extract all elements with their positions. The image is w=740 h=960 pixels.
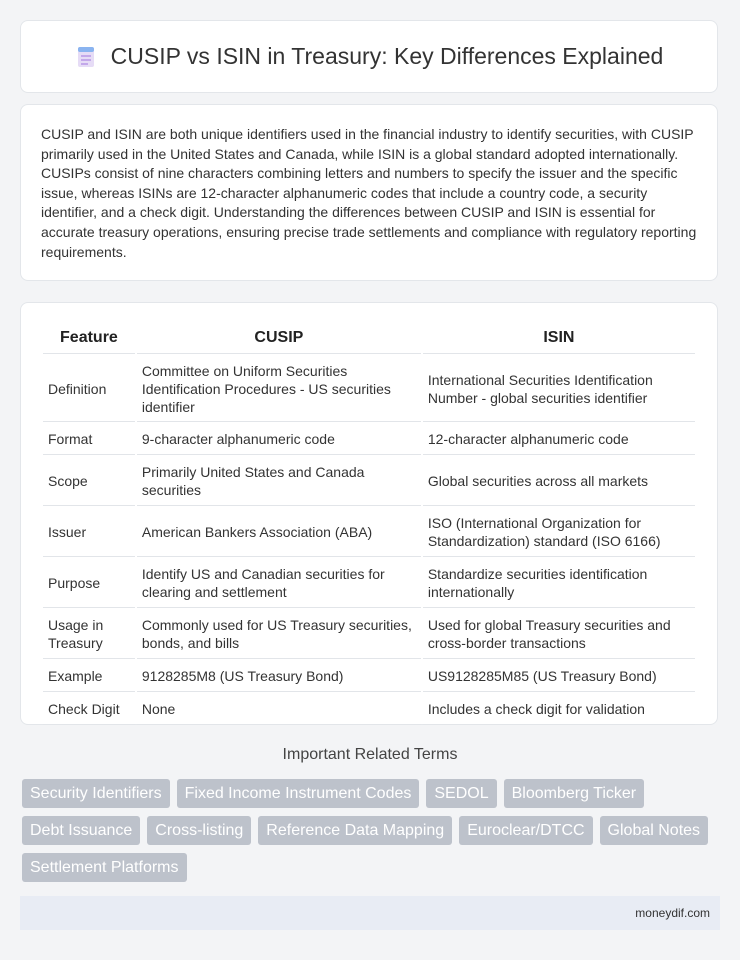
feature-cell: Format [43,424,135,455]
related-term-tag[interactable]: Global Notes [600,816,709,845]
column-header: CUSIP [137,323,421,354]
table-row [43,661,695,692]
isin-cell: Includes a check digit for validation [423,694,695,725]
related-term-tag[interactable]: Cross-listing [147,816,251,845]
header-card [20,20,718,93]
feature-cell: Example [43,661,135,692]
intro-card [20,104,718,281]
feature-cell: Scope [43,457,135,506]
feature-cell: Usage in Treasury [43,610,135,659]
isin-cell: International Securities Identification Number - global securities identifier [423,356,695,422]
cusip-cell: 9-character alphanumeric code [137,424,421,455]
related-terms-title: Important Related Terms [282,746,458,763]
table-row [43,610,695,659]
page-title: CUSIP vs ISIN in Treasury: Key Differences Explained [110,43,664,69]
related-term-tag[interactable]: Debt Issuance [22,816,140,845]
document-icon [75,45,97,69]
isin-cell: Standardize securities identification internationally [423,559,695,608]
comparison-table-card [20,302,718,725]
isin-cell: Global securities across all markets [423,457,695,506]
comparison-table [41,321,697,727]
cusip-cell: Identify US and Canadian securities for clearing and settlement [137,559,421,608]
column-header: ISIN [423,323,695,354]
table-row [43,508,695,557]
cusip-cell: American Bankers Association (ABA) [137,508,421,557]
related-term-tag[interactable]: Fixed Income Instrument Codes [177,779,420,808]
footer-site: moneydif.com [635,906,710,920]
table-row [43,424,695,455]
related-term-tag[interactable]: Reference Data Mapping [258,816,452,845]
feature-cell: Purpose [43,559,135,608]
cusip-cell: 9128285M8 (US Treasury Bond) [137,661,421,692]
isin-cell: US9128285M85 (US Treasury Bond) [423,661,695,692]
related-term-tag[interactable]: Settlement Platforms [22,853,187,882]
footer [20,896,720,930]
table-row [43,559,695,608]
isin-cell: ISO (International Organization for Standardization) standard (ISO 6166) [423,508,695,557]
cusip-cell: Committee on Uniform Securities Identification Procedures - US securities identifier [137,356,421,422]
related-term-tag[interactable]: Security Identifiers [22,779,170,808]
isin-cell: Used for global Treasury securities and cross-border transactions [423,610,695,659]
table-row [43,457,695,506]
table-row [43,694,695,725]
feature-cell: Check Digit [43,694,135,725]
isin-cell: 12-character alphanumeric code [423,424,695,455]
table-header-row [43,323,695,354]
intro-paragraph: CUSIP and ISIN are both unique identifiers used in the financial industry to identify securities, with CUSIP primarily used in the United States and Canada, while ISIN is a global standard adopted internationally. CUSIPs consist of nine characters combining letters and numbers to specify the issuer and the specific issue, whereas ISINs are 12-character alphanumeric codes that include a country code, a security identifier, and a check digit. Understanding the differences between CUSIP and ISIN is essential for accurate treasury operations, ensuring precise trade settlements and compliance with regulatory reporting requirements. [41,126,697,260]
related-term-tag[interactable]: Euroclear/DTCC [459,816,592,845]
table-row [43,356,695,422]
cusip-cell: Commonly used for US Treasury securities, bonds, and bills [137,610,421,659]
related-term-tag[interactable]: Bloomberg Ticker [504,779,645,808]
cusip-cell: Primarily United States and Canada securities [137,457,421,506]
column-header: Feature [43,323,135,354]
cusip-cell: None [137,694,421,725]
feature-cell: Definition [43,356,135,422]
related-term-tag[interactable]: SEDOL [426,779,496,808]
feature-cell: Issuer [43,508,135,557]
related-terms-list [22,779,722,890]
